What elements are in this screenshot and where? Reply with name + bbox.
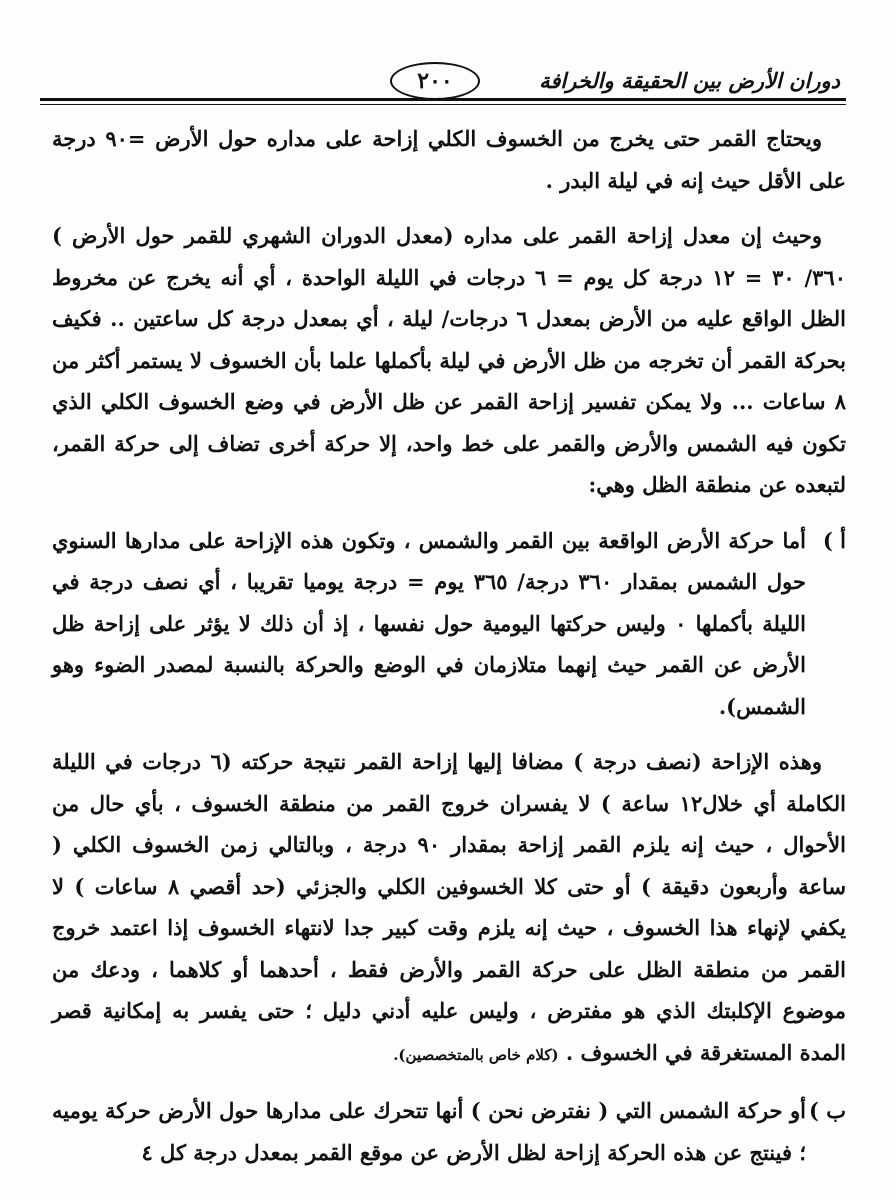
list-marker-a: أ ): [822, 527, 846, 553]
list-marker-b: ب ): [808, 1098, 846, 1123]
list-item-b: [52, 1090, 846, 1173]
page-number: ٢٠٠: [417, 68, 453, 94]
paragraph-2: وحيث إن معدل إزاحة القمر على مداره (معدل الدوران الشهري للقمر حول الأرض ) ٣٦٠/ ٣٠ = ١٢ درجة كل يوم = ٦ درجات في الليلة الواحدة ، أي أنه يخرج عن مخروط الظل الواقع عليه من الأرض بمعدل ٦ درجات/ ليلة ، أي بمعدل درجة كل ساعتين .. فكيف بحركة القمر أن تخرجه من ظل الأرض في ليلة بأكملها علما بأن الخسوف لا يستمر أكثر من ٨ ساعات ... ولا يمكن تفسير إزاحة القمر عن ظل الأرض في وضع الخسوف الكلي الذي تكون فيه الشمس والأرض والقمر على خط واحد، إلا حركة أخرى تضاف إلى حركة القمر، لتبعده عن منطقة الظل وهي:: [52, 223, 847, 497]
list-item-a: [52, 520, 846, 728]
list-text-b: أو حركة الشمس التي ( نفترض نحن ) أنها تتحرك على مدارها حول الأرض حركة يوميه ؛ فينتج عن هذه الحركة إزاحة لظل الأرض عن موقع القمر بمعدل درجة كل ٤: [52, 1098, 806, 1165]
specialist-note: (كلام خاص بالمتخصصين).: [393, 1045, 559, 1064]
list-text-a: أما حركة الأرض الواقعة بين القمر والشمس ، وتكون هذه الإزاحة على مدارها السنوي حول الشمس بمقدار ٣٦٠ درجة/ ٣٦٥ يوم = درجة يوميا تقريبا ، أي نصف درجة في الليلة بأكملها ٠ وليس حركتها اليومية حول نفسها ، إذ أن ذلك لا يؤثر على إزاحة ظل الأرض عن القمر حيث إنهما متلازمان في الوضع والحركة بالنسبة لمصدر الضوء وهو الشمس).: [52, 527, 806, 719]
book-title: دوران الأرض بين الحقيقة والخرافة: [539, 68, 840, 93]
paragraph-1: ويحتاج القمر حتى يخرج من الخسوف الكلي إزاحة على مداره حول الأرض =٩٠ درجة على الأقل حيث إنه في ليلة البدر .: [52, 126, 846, 193]
page-number-oval: [390, 62, 480, 100]
page-body: [52, 118, 846, 1187]
header-divider: [40, 98, 846, 105]
running-header: [40, 62, 846, 102]
paragraph-3: [52, 741, 846, 1076]
paragraph-3-text: وهذه الإزاحة (نصف درجة ) مضافا إليها إزاحة القمر نتيجة حركته (٦ درجات في الليلة الكاملة أي خلال١٢ ساعة ) لا يفسران خروج القمر من منطقة الخسوف ، بأي حال من الأحوال ، حيث إنه يلزم القمر إزاحة بمقدار ٩٠ درجة ، وبالتالي زمن الخسوف الكلي ( ساعة وأربعون دقيقة ) أو حتى كلا الخسوفين الكلي والجزئي (حد أقصي ٨ ساعات ) لا يكفي لإنهاء هذا الخسوف ، حيث إنه يلزم وقت كبير جدا لانتهاء الخسوف إذا اعتمد خروج القمر من منطقة الظل على حركة القمر والأرض فقط ، أحدهما أو كلاهما ، ودعك من موضوع الإكلبتك الذي هو مفترض ، وليس عليه أدني دليل ؛ حتى يفسر به إمكانية قصر المدة المستغرقة في الخسوف .: [52, 749, 846, 1065]
